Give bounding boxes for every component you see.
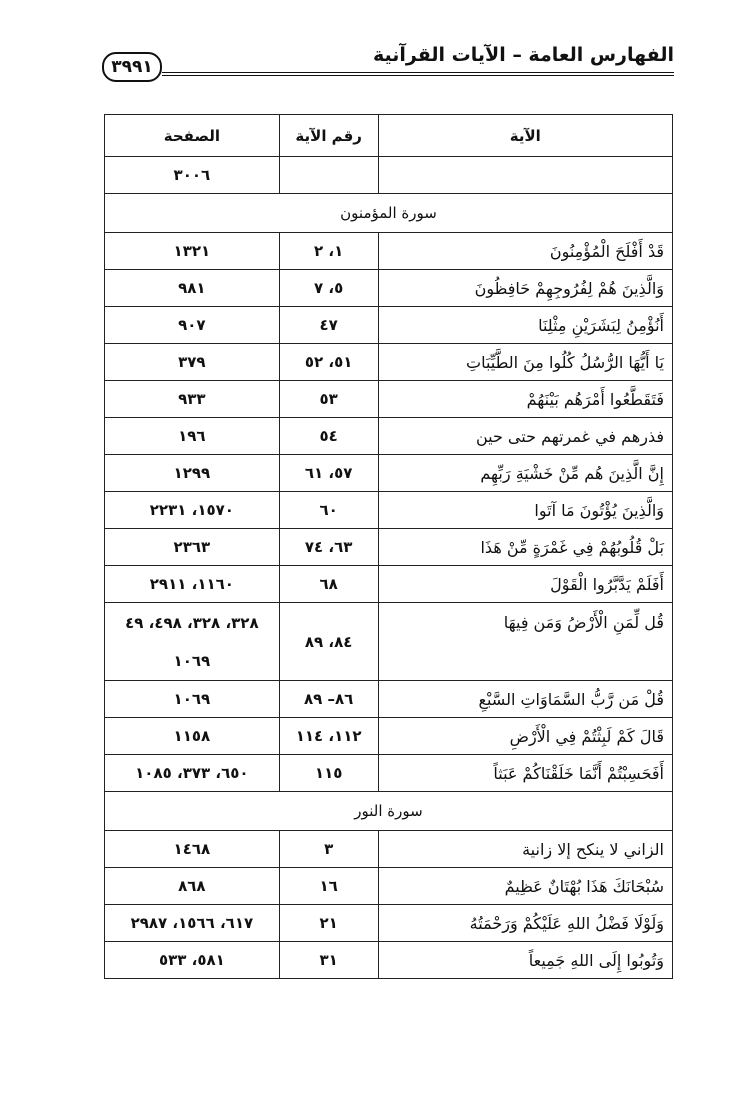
header-rule — [162, 72, 674, 76]
table-row — [105, 455, 673, 492]
page-cell: ٢٣٦٣ — [105, 529, 280, 566]
page-number-badge: ٣٩٩١ — [102, 52, 162, 82]
table-row — [105, 307, 673, 344]
running-title: الفهارس العامة – الآيات القرآنية — [373, 44, 674, 66]
verse-number-cell: ٢١ — [279, 905, 378, 942]
page-cell: ٩٠٧ — [105, 307, 280, 344]
verse-number-cell: ٣١ — [279, 942, 378, 979]
page-cell: ١٩٦ — [105, 418, 280, 455]
page-cell: ١٣٢١ — [105, 233, 280, 270]
page-cell: ٣٠٠٦ — [105, 157, 280, 194]
verse-cell — [378, 157, 672, 194]
page-cell: ٨٦٨ — [105, 868, 280, 905]
table-row — [105, 233, 673, 270]
page-cell: ٦١٧، ١٥٦٦، ٢٩٨٧ — [105, 905, 280, 942]
page-cell: ١١٥٨ — [105, 718, 280, 755]
verse-number-cell: ٨٤، ٨٩ — [279, 603, 378, 681]
verse-cell: قَدْ أَفْلَحَ الْمُؤْمِنُونَ — [378, 233, 672, 270]
verse-number-cell: ٥٧، ٦١ — [279, 455, 378, 492]
verse-number-cell: ٥، ٧ — [279, 270, 378, 307]
verse-cell: فَتَقَطَّعُوا أَمْرَهُم بَيْنَهُمْ — [378, 381, 672, 418]
table-header-row — [105, 115, 673, 157]
verse-cell: إِنَّ الَّذِينَ هُم مِّنْ خَشْيَةِ رَبِّهِم — [378, 455, 672, 492]
verse-number-cell: ٥٣ — [279, 381, 378, 418]
verse-index-table — [104, 114, 673, 979]
verse-cell: أَفَلَمْ يَدَّبَّرُوا الْقَوْلَ — [378, 566, 672, 603]
verse-cell: فذرهم في غمرتهم حتى حين — [378, 418, 672, 455]
surah-title: سورة المؤمنون — [105, 194, 673, 233]
verse-number-cell: ٥١، ٥٢ — [279, 344, 378, 381]
table-row — [105, 718, 673, 755]
table-row — [105, 681, 673, 718]
verse-number-cell: ١٦ — [279, 868, 378, 905]
table-row — [105, 381, 673, 418]
surah-title: سورة النور — [105, 792, 673, 831]
verse-cell: يَا أَيُّهَا الرُّسُلُ كُلُوا مِنَ الطَّيِّبَاتِ — [378, 344, 672, 381]
table-row — [105, 755, 673, 792]
page-line: ٣٢٨، ٣٢٨، ٤٩٨، ٤٩ — [125, 613, 259, 632]
verse-number-cell: ٨٦– ٨٩ — [279, 681, 378, 718]
verse-number-cell: ٣ — [279, 831, 378, 868]
page-cell: ١٠٦٩ — [105, 681, 280, 718]
page-cell: ١٤٦٨ — [105, 831, 280, 868]
table-row — [105, 344, 673, 381]
page-cell: ٩٨١ — [105, 270, 280, 307]
page-cell: ١٢٩٩ — [105, 455, 280, 492]
verse-number-cell: ١١٥ — [279, 755, 378, 792]
surah-heading-row — [105, 792, 673, 831]
verse-number-cell: ١، ٢ — [279, 233, 378, 270]
verse-cell: وَلَوْلَا فَضْلُ اللهِ عَلَيْكُمْ وَرَحْمَتُهُ — [378, 905, 672, 942]
verse-cell: بَلْ قُلُوبُهُمْ فِي غَمْرَةٍ مِّنْ هَذَا — [378, 529, 672, 566]
table-row — [105, 566, 673, 603]
table-row — [105, 418, 673, 455]
page-header — [102, 40, 674, 84]
table-row — [105, 868, 673, 905]
table-row — [105, 157, 673, 194]
page-cell: ١٥٧٠، ٢٢٣١ — [105, 492, 280, 529]
verse-cell: قَالَ كَمْ لَبِثْتُمْ فِي الْأَرْضِ — [378, 718, 672, 755]
page-cell: ٥٨١، ٥٣٣ — [105, 942, 280, 979]
verse-cell: وَالَّذِينَ يُؤْتُونَ مَا آتَوا — [378, 492, 672, 529]
column-header-verse-number: رقم الآية — [279, 115, 378, 157]
page-cell: ٣٧٩ — [105, 344, 280, 381]
verse-cell: الزاني لا ينكح إلا زانية — [378, 831, 672, 868]
column-header-page: الصفحة — [105, 115, 280, 157]
surah-heading-row — [105, 194, 673, 233]
verse-cell: قُلْ مَن رَّبُّ السَّمَاوَاتِ السَّبْعِ — [378, 681, 672, 718]
verse-number-cell: ٥٤ — [279, 418, 378, 455]
page-cell — [105, 603, 280, 681]
page-cell: ١١٦٠، ٢٩١١ — [105, 566, 280, 603]
table-row — [105, 603, 673, 681]
table-row — [105, 942, 673, 979]
page-line: ١٠٦٩ — [173, 651, 211, 670]
page-cell: ٦٥٠، ٣٧٣، ١٠٨٥ — [105, 755, 280, 792]
column-header-verse: الآية — [378, 115, 672, 157]
verse-number-cell — [279, 157, 378, 194]
table-row — [105, 831, 673, 868]
verse-number-cell: ٦٨ — [279, 566, 378, 603]
verse-cell: سُبْحَانَكَ هَذَا بُهْتَانٌ عَظِيمٌ — [378, 868, 672, 905]
verse-cell: وَتُوبُوا إِلَى اللهِ جَمِيعاً — [378, 942, 672, 979]
verse-number-cell: ٤٧ — [279, 307, 378, 344]
verse-cell: أَفَحَسِبْتُمْ أَنَّمَا خَلَقْنَاكُمْ عَبَثاً — [378, 755, 672, 792]
table-row — [105, 270, 673, 307]
table-row — [105, 529, 673, 566]
verse-cell: أَنُؤْمِنُ لِبَشَرَيْنِ مِثْلِنَا — [378, 307, 672, 344]
verse-number-cell: ٦٣، ٧٤ — [279, 529, 378, 566]
table-row — [105, 492, 673, 529]
verse-number-cell: ٦٠ — [279, 492, 378, 529]
verse-cell: وَالَّذِينَ هُمْ لِفُرُوجِهِمْ حَافِظُونَ — [378, 270, 672, 307]
page-cell: ٩٣٣ — [105, 381, 280, 418]
verse-cell: قُل لِّمَنِ الْأَرْضُ وَمَن فِيهَا — [378, 603, 672, 681]
verse-number-cell: ١١٢، ١١٤ — [279, 718, 378, 755]
table-row — [105, 905, 673, 942]
